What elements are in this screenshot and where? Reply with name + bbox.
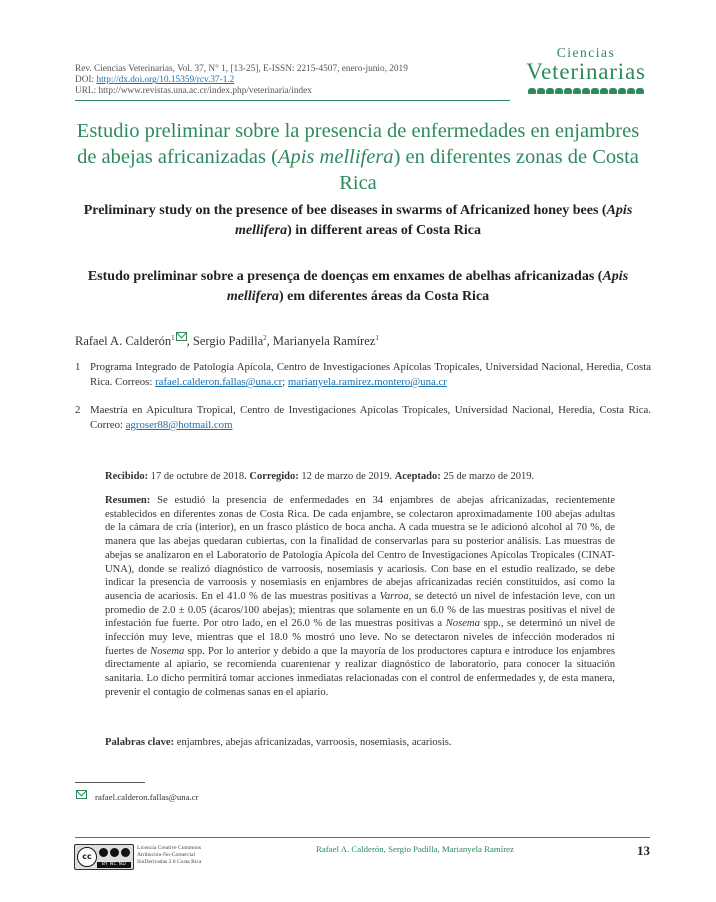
nd-icon xyxy=(121,848,130,857)
license-text: Licencia Creative Commons Atribución-No-Comercial SinDerivadas 3.0 Costa Rica xyxy=(137,845,202,865)
url-line: URL: http://www.revistas.una.ac.cr/index.php/veterinaria/index xyxy=(75,86,312,97)
author-name: , Marianyela Ramírez xyxy=(266,334,376,348)
cc-circle: cc xyxy=(77,847,97,867)
header-divider xyxy=(75,100,510,101)
creative-commons-badge-icon[interactable] xyxy=(74,844,134,870)
footer-divider xyxy=(75,837,650,838)
citation-line: Rev. Ciencias Veterinarias, Vol. 37, N° 1, [13-25], E-ISSN: 2215-4507, enero-junio, 2019 xyxy=(75,64,408,74)
abstract: Resumen: Se estudió la presencia de enfermedades en 34 enjambres de abejas africanizadas, recientemente establecidos en diferentes zonas de Costa Rica. De cada enjambre, se colectaron aproximadamente 100 abejas adultas de la cámara de cría (interior), en un frasco plástico de boca ancha. A cada muestra se le adicionó alcohol al 70 %, de manera que las abejas quedaran cubiertas, con la finalidad de conservarlas para su posterior análisis. Las muestras de abejas se analizaron en el Laboratorio de Patología Apícola del Centro de Investigaciones Apícolas Tropicales (CINAT-UNA), donde se realizó diagnóstico de varroosis, nosemiasis y acariosis. Con base en el estudio realizado, se debe indicar la presencia de varroosis y nosemiasis en enjambres de abejas africanizadas recién constituidos, así como la ausencia de acariosis. En el 41.0 % de las muestras positivas a Varroa, se detectó un nivel de infestación leve, con un promedio de 2.0 ± 0.05 (ácaros/100 abejas); mientras que solamente en un 6.0 % de las muestras positivas el nivel de infestación fue fuerte. Por otro lado, en el 26.0 % de las muestras positivas a Nosema spp., se determinó un nivel de infección muy leve, mientras que el 18.0 % mostró uno leve. No se detectaron niveles de infección moderados ni fuertes de Nosema spp. Por lo anterior y debido a que la mayoría de los productores captura e introduce los enjambres directamente al apiario, se recomienda cuarentenar y realizar diagnóstico de laboratorio, para conocer la situación sanitaria. Lo dicho permitirá tomar acciones inmediatas relacionadas con el control de enfermedades y, de esta manera, prevenir el contagio de colmenas sanas en el apiario. xyxy=(105,495,615,698)
doi-line: DOI: http://dx.doi.org/10.15359/rcv.37-1.2 xyxy=(75,75,235,86)
title-portuguese: Estudo preliminar sobre a presença de doenças em enxames de abelhas africanizadas (Apis mellifera) em diferentes áreas da Costa Rica xyxy=(87,269,629,304)
page-number: 13 xyxy=(637,843,650,858)
cc-terms: BY NC ND xyxy=(97,862,131,868)
logo-top-text: Ciencias xyxy=(556,45,616,60)
logo-bottom-text: Veterinarias xyxy=(526,59,646,84)
author-list: Rafael A. Calderón$^1$ , Sergio Padilla$^2$, Marianyela Ramírez$^1$ xyxy=(75,334,379,348)
title-english: Preliminary study on the presence of bee diseases in swarms of Africanized honey bees (Apis mellifera) in different areas of Costa Rica xyxy=(83,203,633,238)
email-link[interactable]: rafael.calderon.fallas@una.cr xyxy=(155,376,283,388)
affiliation-1: 1 Programa Integrado de Patología Apícola, Centro de Investigaciones Apícolas Tropicales, Universidad Nacional, Heredia, Costa Rica. Correos: rafael.calderon.fallas@una.cr; marianyela.ramirez.montero@una.cr xyxy=(75,361,651,388)
keywords: Palabras clave: enjambres, abejas africanizadas, varroosis, nosemiasis, acariosis. xyxy=(105,737,452,748)
affiliation-2: 2 Maestría en Apicultura Tropical, Centro de Investigaciones Apícolas Tropicales, Universidad Nacional, Heredia, Costa Rica. Correo: agroser88@hotmail.com xyxy=(75,404,651,431)
footnote-email: rafael.calderon.fallas@una.cr xyxy=(95,792,199,802)
footnote xyxy=(75,790,375,803)
envelope-icon[interactable] xyxy=(176,332,187,341)
journal-header xyxy=(75,64,505,98)
footer-authors: Rafael A. Calderón, Sergio Padilla, Marianyela Ramírez xyxy=(316,844,514,854)
email-link[interactable]: marianyela.ramirez.montero@una.cr xyxy=(287,376,447,388)
journal-logo xyxy=(520,46,652,95)
author-name: Rafael A. Calderón xyxy=(75,334,172,348)
title-spanish: Estudio preliminar sobre la presencia de enfermedades en enjambres de abejas africanizadas (Apis mellifera) en diferentes zonas de Costa Rica xyxy=(76,120,640,194)
nc-icon xyxy=(110,848,119,857)
animal-silhouettes-icon xyxy=(520,85,652,95)
envelope-icon xyxy=(76,790,87,799)
author-name: , Sergio Padilla xyxy=(186,334,264,348)
by-icon xyxy=(99,848,108,857)
footnote-divider xyxy=(75,782,145,783)
email-link[interactable]: agroser88@hotmail.com xyxy=(125,419,233,431)
submission-dates: Recibido: 17 de octubre de 2018. Corregido: 12 de marzo de 2019. Aceptado: 25 de marzo de 2019. xyxy=(105,471,535,482)
doi-link[interactable]: http://dx.doi.org/10.15359/rcv.37-1.2 xyxy=(96,75,235,86)
